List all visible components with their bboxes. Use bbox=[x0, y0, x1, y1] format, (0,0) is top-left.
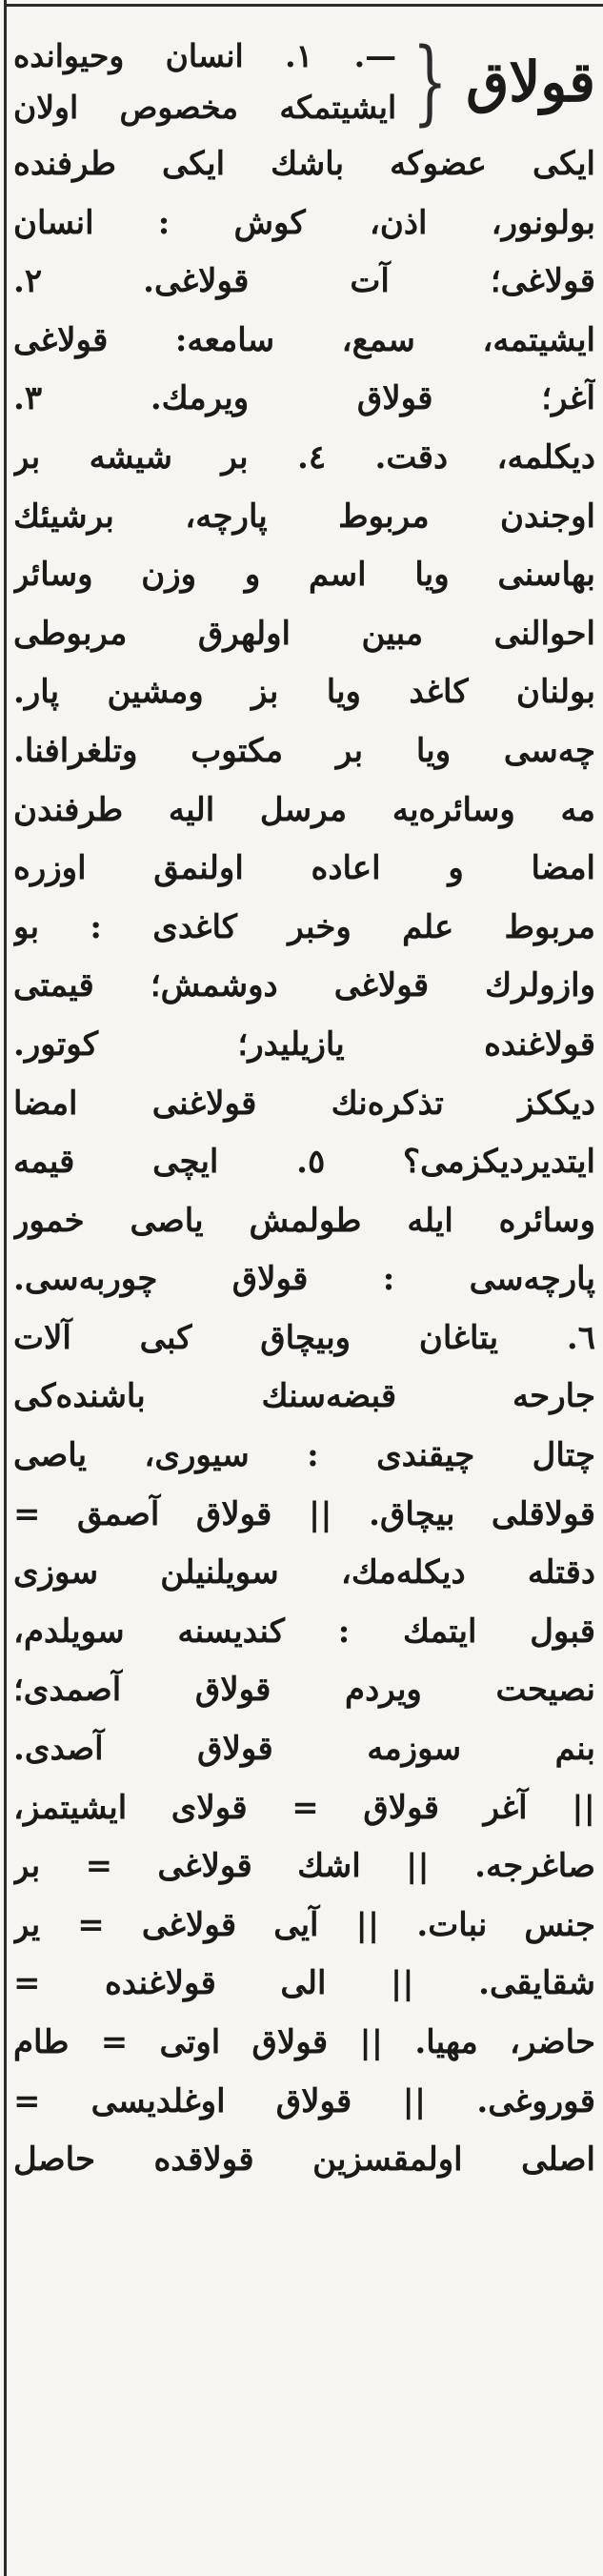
entry-header-line: —. ۱. انسان وحيوانده bbox=[13, 37, 397, 74]
entry-headword: قولاق bbox=[466, 50, 595, 114]
column-rule-top bbox=[4, 4, 603, 7]
entry-line: ايتديرديكزمى؟ ٥. ايچى قيمه bbox=[13, 1143, 595, 1182]
entry-line: شقايقى. || الى قولاغنده = bbox=[13, 1964, 595, 2003]
entry-line: قوروغى. || قولاق اوغلديسى = bbox=[13, 2081, 595, 2120]
entry-line: چتال چيقندى : سيورى، ياصى bbox=[13, 1436, 595, 1475]
entry-line: بولونور، اذن، كوش : انسان bbox=[13, 203, 595, 242]
entry-line: چه‌سى ويا بر مكتوب وتلغرافنا. bbox=[13, 731, 595, 770]
entry-line: قولاغى؛ آت قولاغى. ۲. bbox=[13, 262, 595, 301]
entry-line: بنم سوزمه قولاق آصدى. bbox=[13, 1730, 595, 1769]
entry-line: وازولرك قولاغى دوشمش؛ قيمتى bbox=[13, 966, 595, 1005]
entry-header bbox=[13, 29, 595, 135]
entry-line: مربوط علم وخبر كاغدى : بو bbox=[13, 907, 595, 946]
entry-line: ايشيتمه، سمع، سامعه: قولاغى bbox=[13, 320, 595, 359]
entry-line: بهاسنى ويا اسم و وزن وسائر bbox=[13, 556, 595, 595]
column-rule-left bbox=[4, 0, 7, 2576]
entry-line: احوالنى مبين اولهرق مربوطى bbox=[13, 614, 595, 653]
entry-line: جارحه قبضه‌سنك باشنده‌كى bbox=[13, 1377, 595, 1416]
entry-line: ٦. يتاغان وبيچاق كبى آلات bbox=[13, 1318, 595, 1357]
entry-line: آغر؛ قولاق ويرمك. ۳. bbox=[13, 379, 595, 418]
entry-line: اصلى اولمقسزين قولاقده حاصل bbox=[13, 2140, 595, 2180]
entry-line: امضا و اعاده اولنمق اوزره bbox=[13, 849, 595, 888]
entry-body bbox=[13, 135, 595, 2190]
entry-line: جنس نبات. || آيى قولاغى = ير bbox=[13, 1905, 595, 1944]
entry-line: ايكى عضوكه باشك ايكى طرفنده bbox=[13, 145, 595, 183]
entry-line: دقتله ديكله‌مك، سويلنيلن سوزى bbox=[13, 1553, 595, 1592]
entry-line: اوجندن مربوط پارچه، برشيئك bbox=[13, 497, 595, 536]
entry-line: ديككز تذكره‌نك قولاغنى امضا bbox=[13, 1084, 595, 1123]
entry-line: حاضر، مهيا. || قولاق اوتى = طام bbox=[13, 2023, 595, 2061]
entry-line: مه وسائره‌يه مرسل اليه طرفندن bbox=[13, 790, 595, 829]
entry-header-lines bbox=[13, 30, 396, 133]
entry-line: پارچه‌سى : قولاق چوربه‌سى. bbox=[13, 1260, 595, 1299]
dictionary-entry bbox=[13, 29, 595, 2190]
entry-header-line: ايشيتمكه مخصوص اولان bbox=[13, 89, 397, 126]
entry-line: قولاقلى بيچاق. || قولاق آصمق = bbox=[13, 1494, 595, 1533]
entry-line: قولاغنده يازيليدر؛ كوتور. bbox=[13, 1024, 595, 1064]
entry-line: || آغر قولاق = قولاى ايشيتمز، bbox=[13, 1788, 595, 1827]
entry-line: وسائره ايله طولمش ياصى خمور bbox=[13, 1201, 595, 1240]
entry-line: نصيحت ويردم قولاق آصمدى؛ bbox=[13, 1671, 595, 1710]
entry-brace: { bbox=[412, 29, 448, 135]
entry-line: صاغرجه. || اشك قولاغى = بر bbox=[13, 1847, 595, 1886]
entry-line: قبول ايتمك : كنديسنه سويلدم، bbox=[13, 1612, 595, 1651]
entry-line: بولنان كاغد ويا بز ومشين پار. bbox=[13, 673, 595, 712]
entry-line: ديكلمه، دقت. ٤. بر شيشه بر bbox=[13, 437, 595, 477]
